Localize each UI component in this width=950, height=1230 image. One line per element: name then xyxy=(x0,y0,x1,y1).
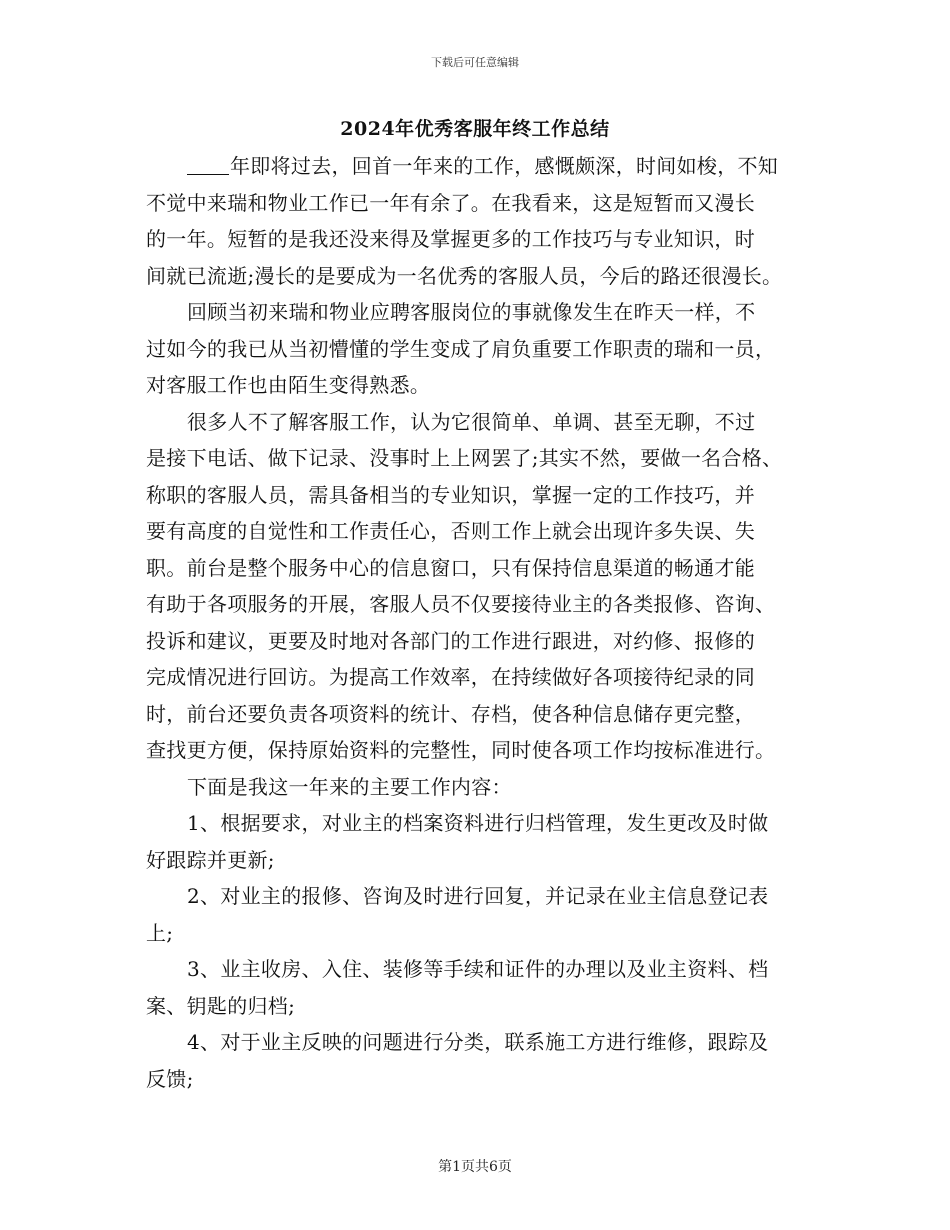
text-line: 回顾当初来瑞和物业应聘客服岗位的事就像发生在昨天一样，不 xyxy=(187,300,756,324)
page-number-footer: 第1页共6页 xyxy=(438,1159,512,1175)
text-line: 4、对于业主反映的问题进行分类，联系施工方进行维修，跟踪及 xyxy=(187,1030,769,1054)
text-line: 查找更方便，保持原始资料的完整性，同时使各项工作均按标准进行。 xyxy=(146,738,776,762)
header-note: 下载后可任意编辑 xyxy=(431,56,519,69)
text-line: 对客服工作也由陌生变得熟悉。 xyxy=(146,373,431,397)
text-line: 不觉中来瑞和物业工作已一年有余了。在我看来，这是短暂而又漫长 xyxy=(146,190,755,215)
text-line: 反馈; xyxy=(146,1066,194,1091)
text-line: 2、对业主的报修、咨询及时进行回复，并记录在业主信息登记表 xyxy=(187,884,769,908)
text-line: 很多人不了解客服工作，认为它很简单、单调、甚至无聊，不过 xyxy=(187,409,756,434)
text-line: 完成情况进行回访。为提高工作效率，在持续做好各项接待纪录的同 xyxy=(146,665,755,689)
text-line: 过如今的我已从当初懵懂的学生变成了肩负重要工作职责的瑞和一员， xyxy=(146,336,776,361)
text-line: 时，前台还要负责各项资料的统计、存档，使各种信息储存更完整， xyxy=(146,701,755,726)
text-line: 是接下电话、做下记录、没事时上上网罢了;其实不然，要做一名合格、 xyxy=(146,446,783,470)
text-line: 好跟踪并更新; xyxy=(146,847,275,872)
text-line: 职。前台是整个服务中心的信息窗口，只有保持信息渠道的畅通才能 xyxy=(146,555,755,580)
text-line: 称职的客服人员，需具备相当的专业知识，掌握一定的工作技巧，并 xyxy=(146,482,755,507)
text-line: 间就已流逝;漫长的是要成为一名优秀的客服人员，今后的路还很漫长。 xyxy=(146,263,783,288)
text-line: 案、钥匙的归档; xyxy=(146,993,296,1018)
document-title: 2024年优秀客服年终工作总结 xyxy=(340,118,610,140)
text-line: 年即将过去，回首一年来的工作，感慨颇深，时间如梭，不知 xyxy=(146,148,826,185)
text-line: 投诉和建议，更要及时地对各部门的工作进行跟进，对约修、报修的 xyxy=(146,628,755,653)
text-line: 1、根据要求，对业主的档案资料进行归档管理，发生更改及时做 xyxy=(187,811,769,835)
document-body xyxy=(146,148,826,1097)
text-line: 3、业主收房、入住、装修等手续和证件的办理以及业主资料、档 xyxy=(187,957,769,981)
text-line: 要有高度的自觉性和工作责任心，否则工作上就会出现许多失误、失 xyxy=(146,519,755,543)
text-line: 上; xyxy=(146,920,174,945)
text-line: 下面是我这一年来的主要工作内容： xyxy=(187,774,512,799)
text-line: 的一年。短暂的是我还没来得及掌握更多的工作技巧与专业知识，时 xyxy=(146,227,755,251)
text-line: 有助于各项服务的开展，客服人员不仅要接待业主的各类报修、咨询、 xyxy=(146,592,776,616)
blank-underline xyxy=(187,154,229,175)
